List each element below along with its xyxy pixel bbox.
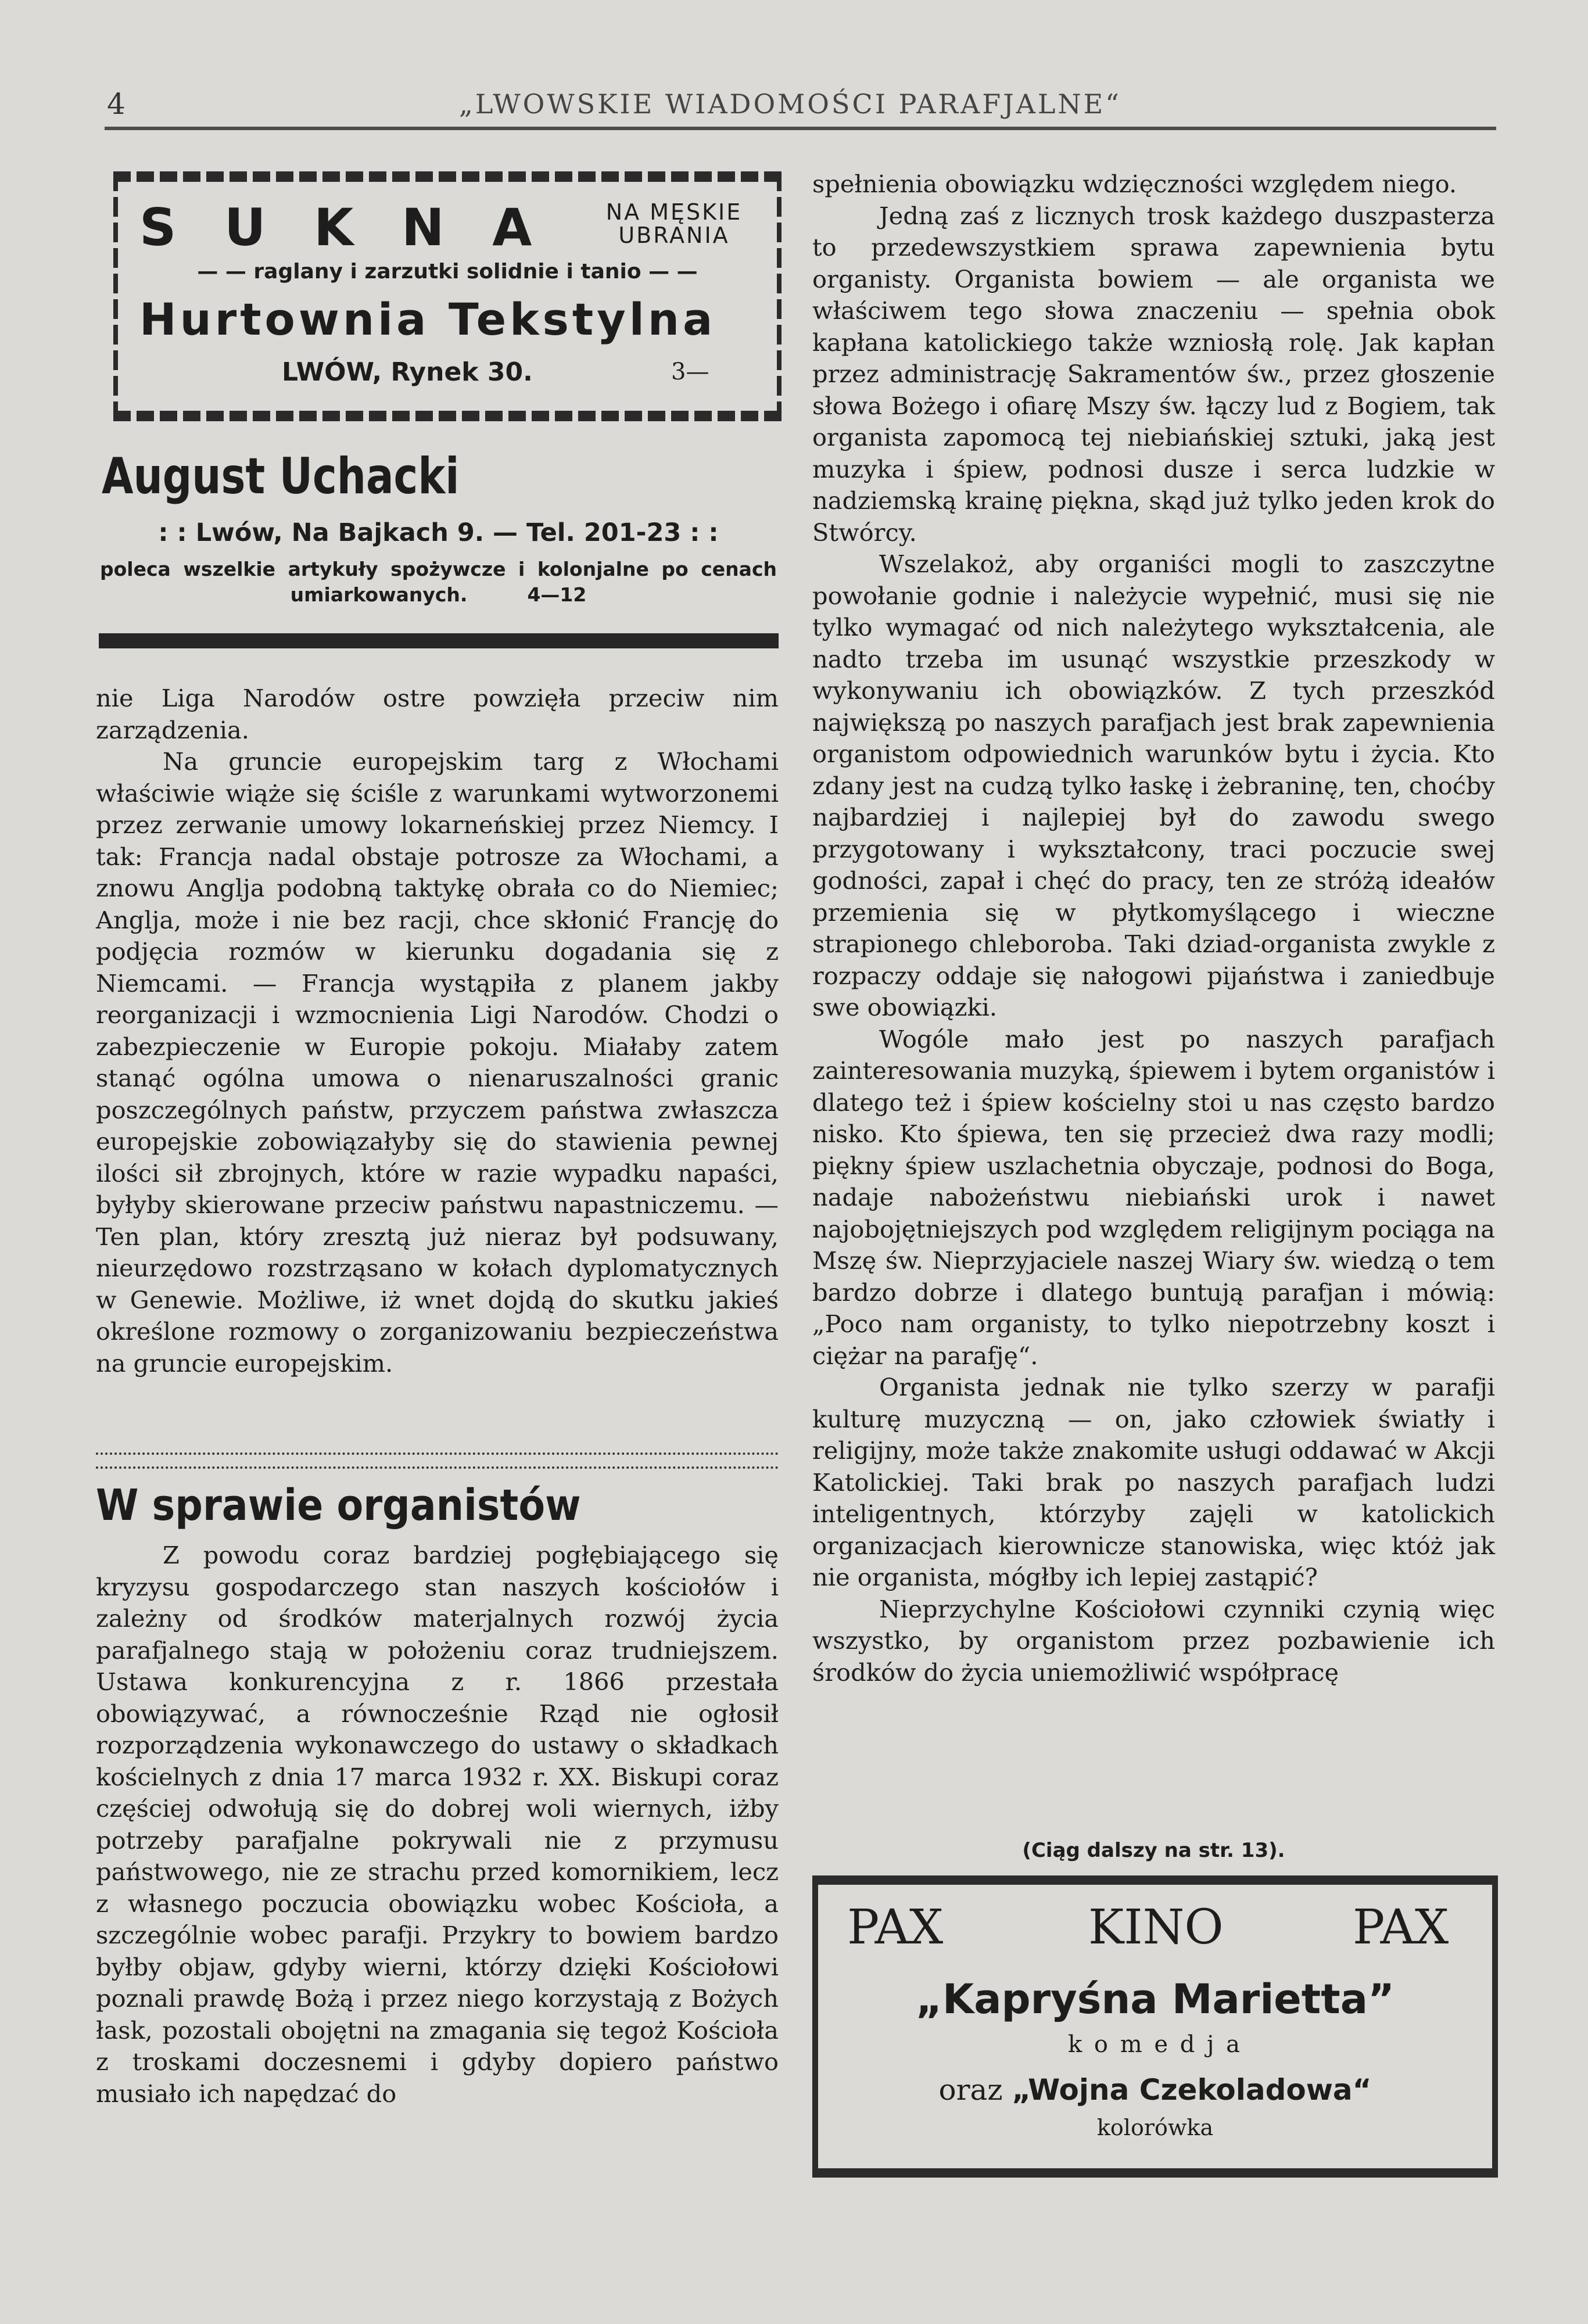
ad-pax-film2-line xyxy=(812,2073,1498,2107)
ad-pax-border-top xyxy=(812,1875,1498,1885)
article2-paragraph: spełnienia obowiązku wdzięczności względem niego. xyxy=(812,170,1457,198)
ad-sukna-title: S U K N A xyxy=(139,198,547,257)
article1-paragraph: Na gruncie europejskim targ z Włochami właściwie wiąże się ściśle z warunkami wytworzonemi przez zerwanie umowy lokarneńskiej przez Niemcy. I tak: Francja nadal obstaje potrosze za Włochami, a znowu Anglja podobną taktykę obrała co do Niemiec; Anglja, może i nie bez racji, chce skłonić Francję do podjęcia rozmów w kierunku dogadania się z Niemcami. — Francja wystąpiła z planem jakby reorganizacji i wzmocnienia Ligi Narodów. Chodzi o zabezpieczenie w Europie pokoju. Miałaby zatem stanąć ogólna umowa o nienaruszalności granic poszczególnych państw, przyczem państwa zwłaszcza europejskie zobowiązałyby się do stawienia pewnej ilości sił zbrojnych, które w razie wypadku napaści, byłyby skierowane przeciw państwu napastniczemu. — Ten plan, który zresztą już nieraz był podsuwany, nieurzędowo rozstrząsano w kołach dyplomatycznych w Genewie. Możliwe, iż wnet dojdą do skutku jakieś określone rozmowy o zorganizowaniu bezpieczeństwa na gruncie europejskim. xyxy=(96,747,779,1378)
article2-paragraph: Wogóle mało jest po naszych parafjach zainteresowania muzyką, śpiewem i bytem organistów i dlatego też i śpiew kościelny stoi u nas często bardzo nisko. Kto śpiewa, ten się przecież dwa razy modli; piękny śpiew uszlachetnia obyczaje, podnosi do Boga, nadaje nabożeństwu niebiański urok i nawet najobojętniejszych pod względem religijnym pociąga na Mszę św. Nieprzyjaciele naszej Wiary św. wiedzą o tem bardzo dobrze i dlatego buntują parafjan i mówią: „Poco nam organisty, to tylko niepotrzebny koszt i ciężar na parafję“. xyxy=(812,1024,1495,1370)
ad-pax-film2: „Wojna Czekoladowa“ xyxy=(1012,2073,1372,2107)
ad-pax-border-bottom xyxy=(812,2168,1498,2178)
article2-right-column xyxy=(812,168,1495,1688)
continued-note: (Ciąg dalszy na str. 13). xyxy=(1022,1839,1285,1862)
ad-border-top xyxy=(113,171,782,182)
ornamental-divider xyxy=(96,1452,779,1469)
article2-paragraph: Nieprzychylne Kościołowi czynniki czynią więc wszystko, by organistom przez pozbawienie ich środków do życia uniemożliwić współpracę xyxy=(812,1594,1495,1687)
page-number: 4 xyxy=(107,87,126,121)
article2-title: W sprawie organistów xyxy=(96,1480,581,1530)
ad-sukna-side-1: NA MĘSKIE xyxy=(605,199,743,225)
ad-pax-right: PAX xyxy=(1353,1900,1449,1955)
ad-uchacki-address: : : Lwów, Na Bajkach 9. — Tel. 201-23 : : xyxy=(158,518,719,547)
ad-sukna-subtitle xyxy=(587,200,761,247)
separator-bar xyxy=(99,633,779,648)
ad-pax-genre2: kolorówka xyxy=(1096,2115,1214,2140)
article1-paragraph: nie Liga Narodów ostre powzięła przeciw nim zarządzenia. xyxy=(96,684,779,744)
article2-paragraph: Jedną zaś z licznych trosk każdego duszpasterza to przedewszystkiem sprawa zapewnienia bytu organisty. Organista bowiem — ale organista we właściwem tego słowa znaczeniu — spełnia obok kapłana katolickiego także wzniosłą rolę. Jak kapłan przez administrację Sakramentów św., przez głoszenie słowa Bożego i ofiarę Mszy św. łączy lud z Bogiem, tak organista zapomocą tej niebiańskiej sztuki, jaką jest muzyka i śpiew, podnosi dusze i serca ludzkie w nadziemską krainę piękna, skąd już tylko jeden krok do Stwórcy. xyxy=(812,201,1495,547)
running-title: „LWOWSKIE WIADOMOŚCI PARAFJALNE“ xyxy=(459,88,1121,120)
ad-border-bottom xyxy=(113,411,782,421)
ad-pax-genre1: k o m e d j a xyxy=(1067,2031,1243,2058)
ad-border-right xyxy=(777,171,782,421)
ad-uchacki-desc-text: poleca wszelkie artykuły spożywcze i kolonjalne po cenach umiarkowanych. xyxy=(100,558,777,606)
ad-sukna-address: LWÓW, Rynek 30. xyxy=(282,357,533,387)
article1-body xyxy=(96,683,779,1379)
ad-pax-kino xyxy=(812,1875,1498,2178)
ad-sukna-code: 3— xyxy=(671,358,709,385)
ad-pax-left: PAX xyxy=(847,1900,944,1955)
ad-pax-film2-prefix: oraz xyxy=(938,2073,1003,2107)
ad-pax-kino-label: KINO xyxy=(1088,1900,1224,1955)
article2-left-column xyxy=(96,1540,779,2110)
article2-paragraph: Wszelakoż, aby organiści mogli to zaszczytne powołanie godnie i należycie wypełnić, musi się nie tylko wymagać od nich należytego wykształcenia, ale nadto trzeba im usunąć wszystkie przeszkody w wykonywaniu ich obowiązków. Z tych przeszkód największą po naszych parafjach jest brak zapewnienia organistom odpowiednich warunków bytu i życia. Kto zdany jest na cudzą tylko łaskę i żebraninę, ten, choćby najbardziej i najlepiej był do zawodu swego przygotowany i wykształcony, traci poczucie swej godności, zapał i chęć do pracy, ten ze stróżą ideałów przemienia się w płytkomyślącego i wieczne strapionego chleboroba. Taki dziad-organista zwykle z rozpaczy oddaje się nałogowi pijaństwa i zaniedbuje swe obowiązki. xyxy=(812,550,1495,1021)
ad-uchacki-code: 4—12 xyxy=(527,583,587,606)
header-rule xyxy=(105,127,1496,130)
ad-uchacki-name: August Uchacki xyxy=(102,447,460,505)
ad-sukna xyxy=(113,171,782,421)
ad-sukna-side-2: UBRANIA xyxy=(618,223,730,248)
ad-sukna-company: Hurtownia Tekstylna xyxy=(139,293,716,345)
ad-pax-film1: „Kapryśna Marietta” xyxy=(916,1975,1395,2023)
ad-border-left xyxy=(113,171,118,421)
ad-sukna-tagline: — — raglany i zarzutki solidnie i tanio — — xyxy=(197,260,698,284)
ad-uchacki-desc xyxy=(100,557,777,608)
article2-paragraph: Organista jednak nie tylko szerzy w parafji kulturę muzyczną — on, jako człowiek światły i religijny, może także znakomite usługi oddawać w Akcji Katolickiej. Taki brak po naszych parafjach ludzi inteligentnych, którzyby zajęli w katolickich organizacjach kierownicze stanowiska, więc któż jak nie organista, mógłby ich lepiej zastąpić? xyxy=(812,1373,1495,1591)
article2-paragraph: Z powodu coraz bardziej pogłębiającego się kryzysu gospodarczego stan naszych kościołów i zależny od środków materjalnych rozwój życia parafjalnego stają w położeniu coraz trudniejszem. Ustawa konkurencyjna z r. 1866 przestała obowiązywać, a równocześnie Rząd nie ogłosił rozporządzenia wykonawczego do ustawy o składkach kościelnych z dnia 17 marca 1932 r. XX. Biskupi coraz częściej odwołują się do dobrej woli wiernych, iżby potrzeby parafjalne pokrywali nie z przymusu państwowego, nie ze strachu przed komornikiem, lecz z własnego poczucia obowiązku wobec Kościoła, a szczególnie wobec parafji. Przykry to bowiem bardzo byłby objaw, gdyby wierni, którzy dzięki Kościołowi poznali prawdę Bożą i przez niego korzystają z Bożych łask, pozostali obojętni na zmagania się tegoż Kościoła z troskami doczesnemi i gdyby dopiero państwo musiało ich napędzać do xyxy=(96,1541,779,2108)
